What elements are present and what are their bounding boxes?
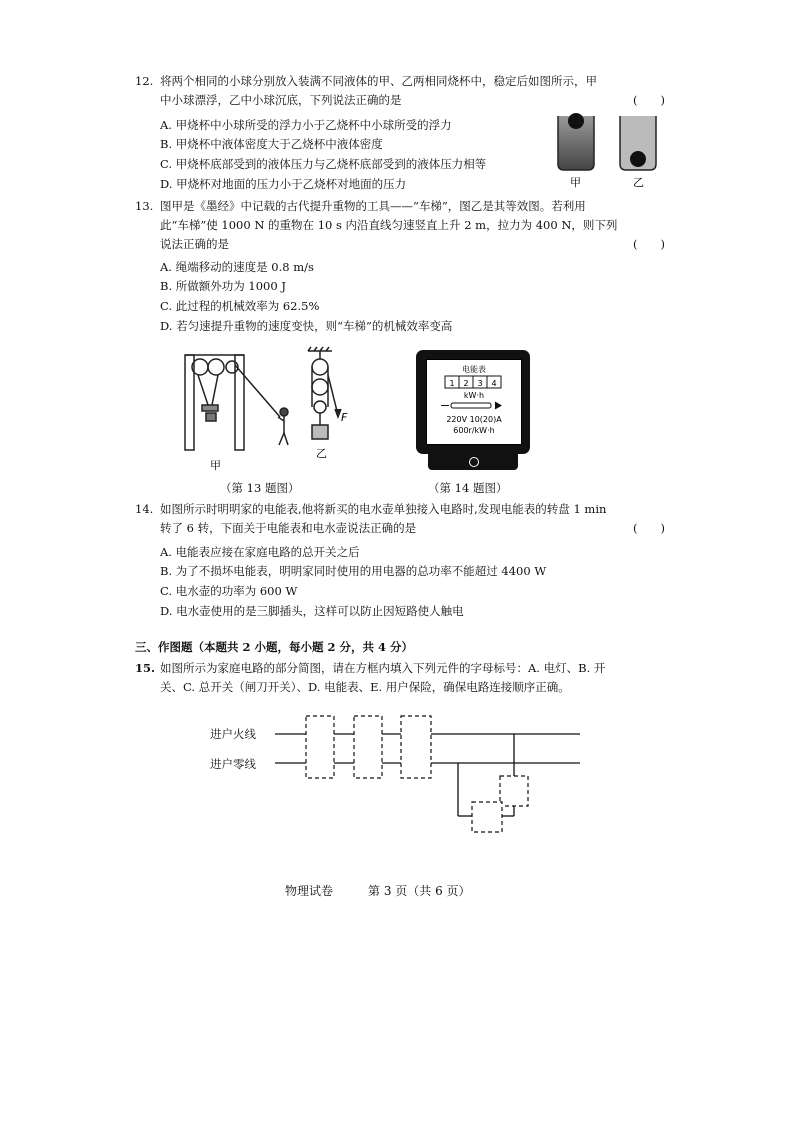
frame-jia bbox=[185, 355, 280, 450]
figure-caption-13: （第 13 题图） bbox=[220, 481, 300, 495]
question-13 bbox=[135, 197, 665, 254]
svg-text:3: 3 bbox=[477, 379, 483, 388]
meter-base bbox=[428, 454, 518, 470]
question-number: 12. bbox=[135, 74, 154, 88]
answer-blank: ( ) bbox=[633, 237, 665, 251]
svg-text:2: 2 bbox=[463, 379, 469, 388]
svg-text:4: 4 bbox=[491, 379, 497, 388]
blank-box-2[interactable] bbox=[354, 716, 382, 778]
question-number: 15. bbox=[135, 661, 156, 675]
option-c: C. 电水壶的功率为 600 W bbox=[160, 584, 298, 598]
option-b: B. 为了不损坏电能表，明明家同时使用的用电器的总功率不能超过 4400 W bbox=[160, 564, 547, 578]
neutral-wire-label: 进户零线 bbox=[210, 757, 256, 771]
question-12 bbox=[135, 72, 665, 110]
option-b: B. 甲烧杯中液体密度大于乙烧杯中液体密度 bbox=[160, 137, 383, 151]
label-jia: 甲 bbox=[210, 459, 221, 472]
label-yi: 乙 bbox=[316, 447, 327, 460]
beaker-yi bbox=[620, 116, 656, 170]
svg-text:1: 1 bbox=[449, 379, 455, 388]
question-text-line: 中小球漂浮，乙中小球沉底，下列说法正确的是 bbox=[160, 93, 402, 107]
screw-icon bbox=[469, 457, 479, 467]
question-text-line: 此“车梯”使 1000 N 的重物在 10 s 内沿直线匀速竖直上升 2 m，拉力为 400 N，则下列 bbox=[160, 218, 618, 232]
question-15 bbox=[135, 659, 665, 697]
floating-ball bbox=[568, 113, 584, 129]
meter-spec-rev: 600r/kW·h bbox=[453, 426, 495, 435]
option-d: D. 电水壶使用的是三脚插头，这样可以防止因短路使人触电 bbox=[160, 604, 464, 618]
question-text-line: 转了 6 转，下面关于电能表和电水壶说法正确的是 bbox=[160, 521, 417, 535]
option-d: D. 若匀速提升重物的速度变快，则“车梯”的机械效率变高 bbox=[160, 319, 453, 333]
label-jia: 甲 bbox=[570, 176, 581, 188]
sunk-ball bbox=[630, 151, 646, 167]
energy-meter bbox=[416, 350, 530, 454]
meter-face bbox=[427, 360, 521, 444]
beaker-jia bbox=[558, 113, 594, 170]
option-c: C. 甲烧杯底部受到的液体压力与乙烧杯底部受到的液体压力相等 bbox=[160, 157, 487, 171]
answer-blank: ( ) bbox=[633, 521, 665, 535]
option-c: C. 此过程的机械效率为 62.5% bbox=[160, 299, 320, 313]
blank-box-3[interactable] bbox=[401, 716, 431, 778]
force-label: F bbox=[341, 411, 348, 424]
pulley-yi bbox=[308, 347, 341, 439]
answer-blank: ( ) bbox=[633, 93, 665, 107]
question-text-line: 将两个相同的小球分别放入装满不同液体的甲、乙两相同烧杯中，稳定后如图所示，甲 bbox=[160, 74, 597, 88]
option-a: A. 电能表应接在家庭电路的总开关之后 bbox=[160, 545, 360, 559]
option-d: D. 甲烧杯对地面的压力小于乙烧杯对地面的压力 bbox=[160, 177, 407, 191]
live-wire-label: 进户火线 bbox=[210, 727, 256, 741]
circuit-diagram bbox=[270, 710, 590, 840]
option-b: B. 所做额外功为 1000 J bbox=[160, 279, 286, 293]
person bbox=[278, 408, 288, 445]
question-14 bbox=[135, 500, 665, 538]
rotating-disk-arrow bbox=[441, 402, 501, 409]
blank-box-1[interactable] bbox=[306, 716, 334, 778]
label-yi: 乙 bbox=[633, 176, 644, 188]
meter-title: 电能表 bbox=[462, 365, 486, 374]
question-number: 13. bbox=[135, 199, 154, 213]
figure-caption-14: （第 14 题图） bbox=[428, 481, 508, 495]
meter-spec-rating: 220V 10(20)A bbox=[446, 415, 502, 424]
question-text-line: 图甲是《墨经》中记载的古代提升重物的工具——“车梯”，图乙是其等效图。若利用 bbox=[160, 199, 586, 213]
section-heading: 三、作图题（本题共 2 小题，每小题 2 分，共 4 分） bbox=[135, 640, 414, 654]
beakers-figure bbox=[550, 106, 665, 188]
meter-unit: kW·h bbox=[463, 391, 485, 400]
cart-ladder-figure bbox=[180, 345, 370, 480]
question-text-line: 如图所示时明明家的电能表,他将新买的电水壶单独接入电路时,发现电能表的转盘 1 min bbox=[160, 502, 607, 516]
option-a: A. 绳端移动的速度是 0.8 m/s bbox=[160, 260, 314, 274]
question-number: 14. bbox=[135, 502, 154, 516]
question-text-line: 说法正确的是 bbox=[160, 237, 229, 251]
blank-box-5[interactable] bbox=[472, 802, 502, 832]
question-text-line: 关、C. 总开关（闸刀开关）、D. 电能表、E. 用户保险，确保电路连接顺序正确。 bbox=[160, 680, 570, 694]
question-text-line: 如图所示为家庭电路的部分简图，请在方框内填入下列元件的字母标号：A. 电灯、B. 开 bbox=[160, 661, 606, 675]
footer-page: 第 3 页（共 6 页） bbox=[368, 884, 471, 898]
footer-subject: 物理试卷 bbox=[285, 884, 334, 898]
blank-box-4[interactable] bbox=[500, 776, 528, 806]
option-a: A. 甲烧杯中小球所受的浮力小于乙烧杯中小球所受的浮力 bbox=[160, 118, 452, 132]
